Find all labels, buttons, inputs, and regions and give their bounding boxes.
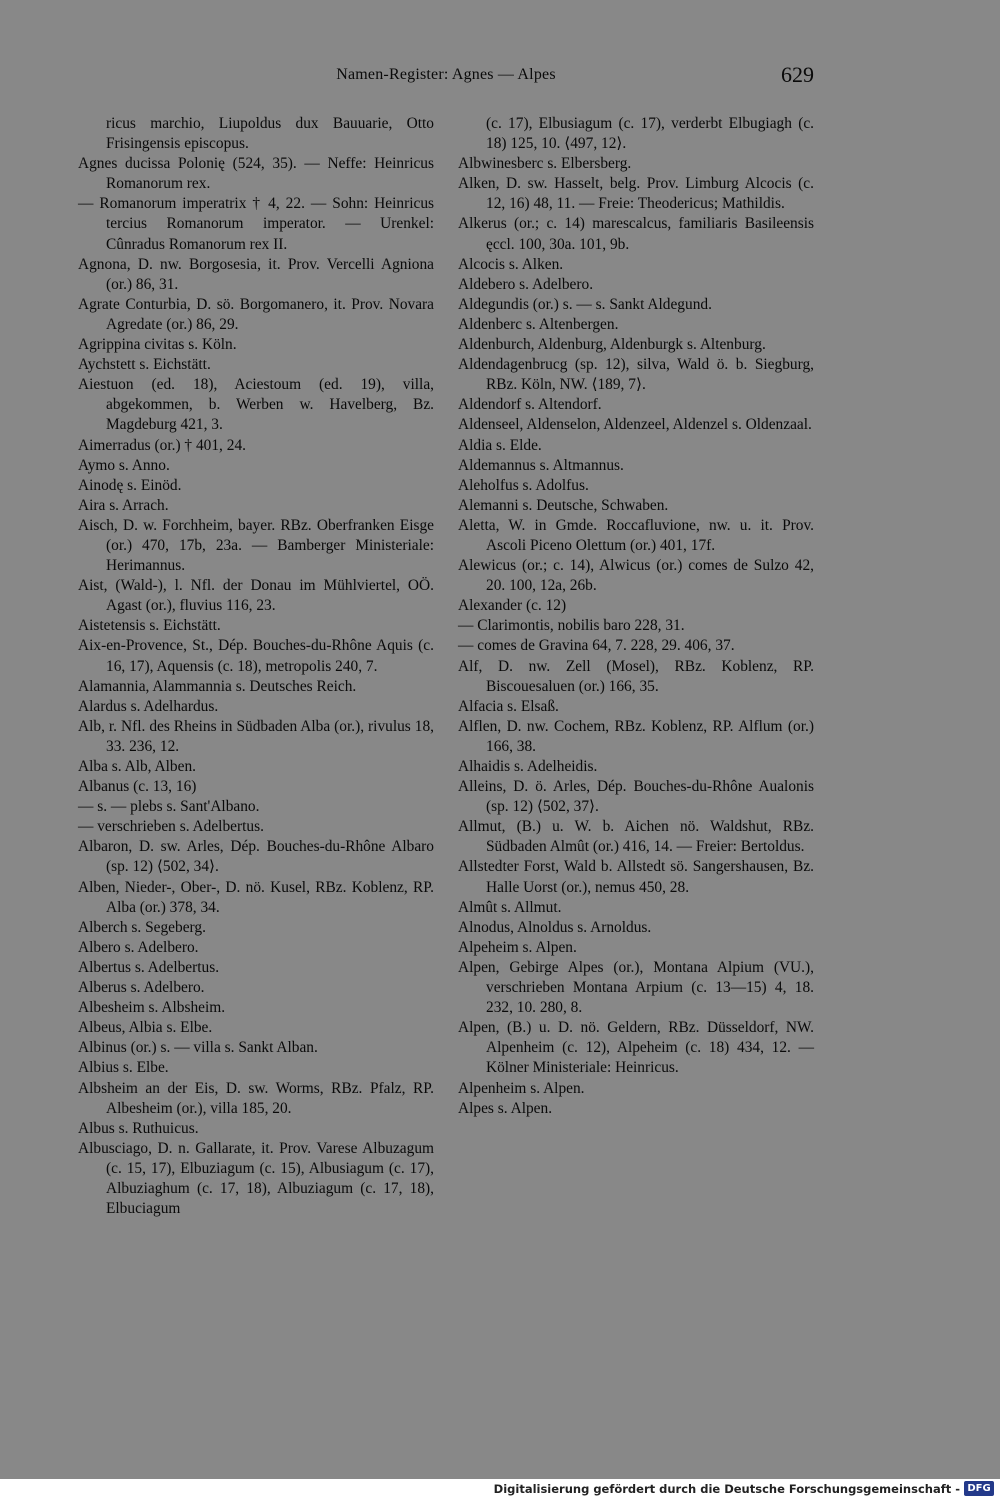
index-entry: Alleins, D. ö. Arles, Dép. Bouches-du-Rhône Aualonis (sp. 12) ⟨502, 37⟩. [458, 778, 814, 816]
index-entry: Ainodę s. Einöd. [78, 476, 182, 494]
index-entry: Alemanni s. Deutsche, Schwaben. [458, 496, 669, 514]
index-entry: Alflen, D. nw. Cochem, RBz. Koblenz, RP. Alflum (or.) 166, 38. [458, 717, 814, 755]
page-header [78, 62, 814, 92]
index-entry: Aix-en-Provence, St., Dép. Bouches-du-Rhône Aquis (c. 16, 17), Aquensis (c. 18), metropolis 240, 7. [78, 637, 434, 675]
footer-bar [0, 1479, 1000, 1499]
index-entry: Aira s. Arrach. [78, 496, 169, 514]
index-entry: Alpen, (B.) u. D. nö. Geldern, RBz. Düsseldorf, NW. Alpenheim (c. 12), Alpeheim (c. 18) 434, 12. — Kölner Ministeriale: Heinricus. [458, 1019, 814, 1077]
index-entry: Agrippina civitas s. Köln. [78, 336, 237, 354]
index-entry: Albeus, Albia s. Elbe. [78, 1019, 213, 1037]
index-entry: Alcocis s. Alken. [458, 255, 564, 273]
index-entry: Aldebero s. Adelbero. [458, 275, 594, 293]
index-entry: Agnes ducissa Polonię (524, 35). — Neffe: Heinricus Romanorum rex. [78, 155, 434, 193]
index-entry: Albero s. Adelbero. [78, 938, 199, 956]
index-entry: Alpen, Gebirge Alpes (or.), Montana Alpium (VU.), verschrieben Montana Arpium (c. 13—15) 4, 18. 232, 10. 280, 8. [458, 958, 814, 1017]
index-entry: Alben, Nieder-, Ober-, D. nö. Kusel, RBz. Koblenz, RP. Alba (or.) 378, 34. [78, 878, 434, 916]
index-entry: Aldenburch, Aldenburg, Aldenburgk s. Altenburg. [458, 336, 766, 354]
index-entry: Albanus (c. 13, 16) [78, 778, 197, 796]
index-entry: Albsheim an der Eis, D. sw. Worms, RBz. Pfalz, RP. Albesheim (or.), villa 185, 20. [78, 1079, 434, 1117]
index-entry: Albaron, D. sw. Arles, Dép. Bouches-du-Rhône Albaro (sp. 12) ⟨502, 34⟩. [78, 838, 434, 876]
index-entry: Alb, r. Nfl. des Rheins in Südbaden Alba (or.), rivulus 18, 33. 236, 12. [78, 717, 434, 755]
index-entry: Aimerradus (or.) † 401, 24. [78, 436, 246, 454]
index-entry: Alexander (c. 12) [458, 597, 567, 615]
index-entry: — Clarimontis, nobilis baro 228, 31. [458, 617, 685, 635]
index-entry: Albesheim s. Albsheim. [78, 999, 226, 1017]
right-column [458, 114, 814, 1119]
index-entry: Albius s. Elbe. [78, 1059, 169, 1077]
index-entry: Alf, D. nw. Zell (Mosel), RBz. Koblenz, RP. Biscouesaluen (or.) 166, 35. [458, 657, 814, 695]
index-entry: Alpeheim s. Alpen. [458, 938, 577, 956]
index-entry: Alardus s. Adelhardus. [78, 697, 219, 715]
index-entry: (c. 17), Elbusiagum (c. 17), verderbt Elbugiagh (c. 18) 125, 10. ⟨497, 12⟩. [486, 115, 814, 153]
index-entry: Aistetensis s. Eichstätt. [78, 617, 221, 635]
index-entry: Albusciago, D. n. Gallarate, it. Prov. Varese Albuzagum (c. 15, 17), Elbuziagum (c. 15), Albusiagum (c. 17), Albuziaghum (c. 17, 18), Albuziagum (c. 17, 18), Elbuciagum [78, 1139, 434, 1218]
index-entry: Alken, D. sw. Hasselt, belg. Prov. Limburg Alcocis (c. 12, 16) 48, 11. — Freie: Theodericus; Mathildis. [458, 175, 814, 213]
index-entry: Almût s. Allmut. [458, 898, 562, 916]
dfg-logo: DFG [964, 1481, 994, 1496]
index-entry: Agrate Conturbia, D. sö. Borgomanero, it. Prov. Novara Agredate (or.) 86, 29. [78, 295, 434, 333]
index-entry: — verschrieben s. Adelbertus. [78, 818, 264, 836]
index-entry: Allmut, (B.) u. W. b. Aichen nö. Waldshut, RBz. Südbaden Almût (or.) 416, 14. — Freier: Bertoldus. [458, 818, 814, 856]
index-entry: Albus s. Ruthuicus. [78, 1119, 199, 1137]
index-entry: Aldemannus s. Altmannus. [458, 456, 624, 474]
page-number: 629 [781, 62, 814, 87]
index-entry: Aiestuon (ed. 18), Aciestoum (ed. 19), villa, abgekommen, b. Werben w. Havelberg, Bz. Magdeburg 421, 3. [78, 376, 434, 434]
index-entry: Aist, (Wald-), l. Nfl. der Donau im Mühlviertel, OÖ. Agast (or.), fluvius 116, 23. [78, 577, 434, 615]
index-entry: Aldendorf s. Altendorf. [458, 396, 602, 414]
index-entry: Aldegundis (or.) s. — s. Sankt Aldegund. [458, 295, 712, 313]
index-entry: Alamannia, Alammannia s. Deutsches Reich. [78, 677, 357, 695]
index-entry: Alba s. Alb, Alben. [78, 758, 196, 775]
left-column [78, 114, 434, 1219]
index-entry: Aymo s. Anno. [78, 456, 170, 474]
index-entry: Albinus (or.) s. — villa s. Sankt Alban. [78, 1039, 318, 1057]
index-entry: Albwinesberc s. Elbersberg. [458, 155, 632, 173]
index-entry: Allstedter Forst, Wald b. Allstedt sö. Sangershausen, Bz. Halle Uorst (or.), nemus 450, 28. [458, 858, 814, 896]
index-entry: ricus marchio, Liupoldus dux Bauuarie, Otto Frisingensis episcopus. [106, 115, 434, 153]
index-entry: — s. — plebs s. Sant'Albano. [78, 798, 260, 816]
index-entry: Aisch, D. w. Forchheim, bayer. RBz. Oberfranken Eisge (or.) 470, 17b, 23a. — Bamberger Ministeriale: Herimannus. [78, 516, 434, 575]
index-entry: Aletta, W. in Gmde. Roccafluvione, nw. u. it. Prov. Ascoli Piceno Olettum (or.) 401, 17f. [458, 516, 814, 554]
index-entry: Alfacia s. Elsaß. [458, 697, 559, 715]
index-entry: — comes de Gravina 64, 7. 228, 29. 406, 37. [458, 637, 735, 655]
index-entry: Aychstett s. Eichstätt. [78, 356, 211, 374]
index-entry: Alberus s. Adelbero. [78, 979, 205, 997]
index-entry: Aleholfus s. Adolfus. [458, 476, 589, 494]
index-entry: Albertus s. Adelbertus. [78, 958, 220, 976]
index-entry: Alhaidis s. Adelheidis. [458, 758, 598, 775]
index-entry: Alpes s. Alpen. [458, 1099, 553, 1117]
index-entry: Alberch s. Segeberg. [78, 918, 206, 936]
index-entry: Aldia s. Elde. [458, 436, 542, 454]
index-entry: Aldendagenbrucg (sp. 12), silva, Wald ö. b. Siegburg, RBz. Köln, NW. ⟨189, 7⟩. [458, 356, 814, 394]
index-entry: Alkerus (or.; c. 14) marescalcus, familiaris Basileensis ęccl. 100, 30a. 101, 9b. [458, 215, 814, 253]
index-entry: — Romanorum imperatrix † 4, 22. — Sohn: Heinricus tercius Romanorum imperator. — Urenkel: Cûnradus Romanorum rex II. [78, 195, 434, 253]
index-entry: Agnona, D. nw. Borgosesia, it. Prov. Vercelli Agniona (or.) 86, 31. [78, 255, 434, 293]
index-entry: Alpenheim s. Alpen. [458, 1079, 585, 1097]
index-entry: Alnodus, Alnoldus s. Arnoldus. [458, 918, 652, 936]
index-entry: Aldenberc s. Altenbergen. [458, 315, 619, 333]
footer-credit: Digitalisierung gefördert durch die Deutsche Forschungsgemeinschaft - [493, 1482, 960, 1496]
index-entry: Alewicus (or.; c. 14), Alwicus (or.) comes de Sulzo 42, 20. 100, 12a, 26b. [458, 557, 814, 595]
running-title: Namen-Register: Agnes — Alpes [336, 66, 556, 83]
index-entry: Aldenseel, Aldenselon, Aldenzeel, Aldenzel s. Oldenzaal. [458, 416, 812, 434]
